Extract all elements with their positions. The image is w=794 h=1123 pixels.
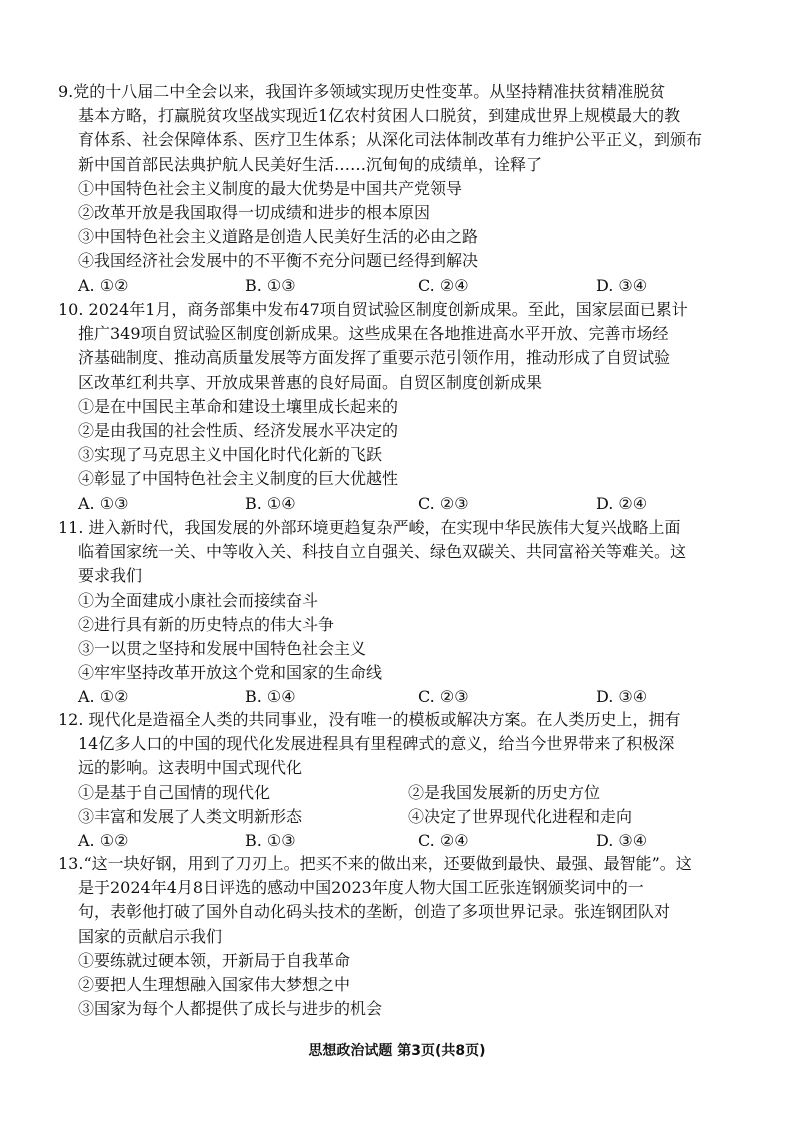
question-stem-line: 句，表彰他打破了国外自动化码头技术的垄断，创造了多项世界记录。张连钢团队对 [78, 902, 671, 922]
question-stem-line: 济基础制度、推动高质量发展等方面发挥了重要示范引领作用，推动形成了自贸试验 [78, 348, 671, 368]
statement-option: ①是在中国民主革命和建设土壤里成长起来的 [78, 396, 399, 416]
question-stem-line: 区改革红利共享、开放成果普惠的良好局面。自贸区制度创新成果 [78, 372, 543, 392]
question-stem-line: 13.“这一块好钢，用到了刀刃上。把买不来的做出来，还要做到最快、最强、最智能”。这 [58, 854, 692, 873]
question-9 [58, 80, 738, 298]
answer-choice-b: B. ①④ [245, 493, 296, 513]
answer-choice-c: C. ②④ [418, 275, 469, 295]
statement-option-row [58, 805, 738, 829]
answer-choice-c: C. ②③ [418, 493, 469, 513]
answer-choice-a: A. ①② [78, 687, 129, 707]
question-stem-line: 14亿多人口的中国的现代化发展进程具有里程碑式的意义，给当今世界带来了积极深 [78, 734, 675, 754]
answer-choice-a: A. ①③ [78, 493, 129, 513]
question-12 [58, 708, 738, 853]
statement-option-row [58, 781, 738, 805]
answer-choice-a: A. ①② [78, 275, 129, 295]
statement-option: ③一以贯之坚持和发展中国特色社会主义 [78, 639, 367, 659]
question-stem-line: 12. 现代化是造福全人类的共同事业，没有唯一的模板或解决方案。在人类历史上，拥有 [58, 710, 681, 729]
statement-option: ①要练就过硬本领，开新局于自我革命 [78, 950, 351, 970]
answer-choices [58, 829, 738, 853]
statement-option: ①为全面建成小康社会而接续奋斗 [78, 590, 319, 610]
statement-option: ③实现了马克思主义中国化时代化新的飞跃 [78, 445, 383, 465]
question-stem-line: 远的影响。这表明中国式现代化 [78, 758, 303, 778]
answer-choice-b: B. ①③ [245, 831, 296, 851]
statement-option: ②要把人生理想融入国家伟大梦想之中 [78, 975, 351, 995]
answer-choices [58, 685, 738, 709]
statement-option: ④牢牢坚持改革开放这个党和国家的生命线 [78, 663, 383, 683]
answer-choice-d: D. ③④ [596, 831, 648, 851]
question-stem-line: 临着国家统一关、中等收入关、科技自立自强关、绿色双碳关、共同富裕关等难关。这 [78, 542, 687, 562]
question-stem-line: 基本方略，打赢脱贫攻坚战实现近1亿农村贫困人口脱贫，到建成世界上规模最大的教 [78, 106, 681, 126]
statement-option: ②是由我国的社会性质、经济发展水平决定的 [78, 421, 399, 441]
statement-option: ②是我国发展新的历史方位 [408, 782, 601, 802]
answer-choices [58, 274, 738, 298]
statement-option: ④我国经济社会发展中的不平衡不充分问题已经得到解决 [78, 251, 479, 271]
question-stem-line: 9.党的十八届二中全会以来，我国许多领域实现历史性变革。从坚持精准扶贫精准脱贫 [58, 82, 666, 101]
statement-option: ②进行具有新的历史特点的伟大斗争 [78, 614, 335, 634]
statement-option: ②改革开放是我国取得一切成绩和进步的根本原因 [78, 203, 431, 223]
answer-choice-b: B. ①③ [245, 275, 296, 295]
question-stem-line: 新中国首部民法典护航人民美好生活……沉甸甸的成绩单，诠释了 [78, 154, 543, 174]
statement-option: ④彰显了中国特色社会主义制度的巨大优越性 [78, 469, 399, 489]
question-stem-line: 国家的贡献启示我们 [78, 926, 223, 946]
question-stem-line: 是于2024年4月8日评选的感动中国2023年度人物大国工匠张连钢颁奖词中的一 [78, 878, 644, 898]
statement-option: ③国家为每个人都提供了成长与进步的机会 [78, 999, 383, 1019]
question-stem-line: 育体系、社会保障体系、医疗卫生体系；从深化司法体制改革有力维护公平正义，到颁布 [78, 130, 703, 150]
answer-choice-d: D. ③④ [596, 275, 648, 295]
answer-choices [58, 492, 738, 516]
statement-option: ④决定了世界现代化进程和走向 [408, 806, 633, 826]
answer-choice-a: A. ①② [78, 831, 129, 851]
answer-choice-d: D. ③④ [596, 687, 648, 707]
answer-choice-d: D. ②④ [596, 493, 648, 513]
question-stem-line: 11. 进入新时代，我国发展的外部环境更趋复杂严峻，在实现中华民族伟大复兴战略上面 [58, 518, 681, 537]
statement-option: ③丰富和发展了人类文明新形态 [78, 806, 303, 826]
question-stem-line: 10. 2024年1月，商务部集中发布47项自贸试验区制度创新成果。至此，国家层面已累计 [58, 300, 688, 319]
question-11 [58, 516, 738, 710]
answer-choice-b: B. ①④ [245, 687, 296, 707]
question-stem-line: 要求我们 [78, 566, 143, 586]
answer-choice-c: C. ②④ [418, 831, 469, 851]
statement-option: ①中国特色社会主义制度的最大优势是中国共产党领导 [78, 178, 463, 198]
question-10 [58, 298, 738, 516]
answer-choice-c: C. ②③ [418, 687, 469, 707]
statement-option: ①是基于自己国情的现代化 [78, 782, 271, 802]
question-13 [58, 852, 738, 1021]
page-footer: 思想政治试题 第3页(共8页) [308, 1043, 486, 1059]
statement-option: ③中国特色社会主义道路是创造人民美好生活的必由之路 [78, 227, 479, 247]
question-stem-line: 推广349项自贸试验区制度创新成果。这些成果在各地推进高水平开放、完善市场经 [78, 324, 669, 344]
